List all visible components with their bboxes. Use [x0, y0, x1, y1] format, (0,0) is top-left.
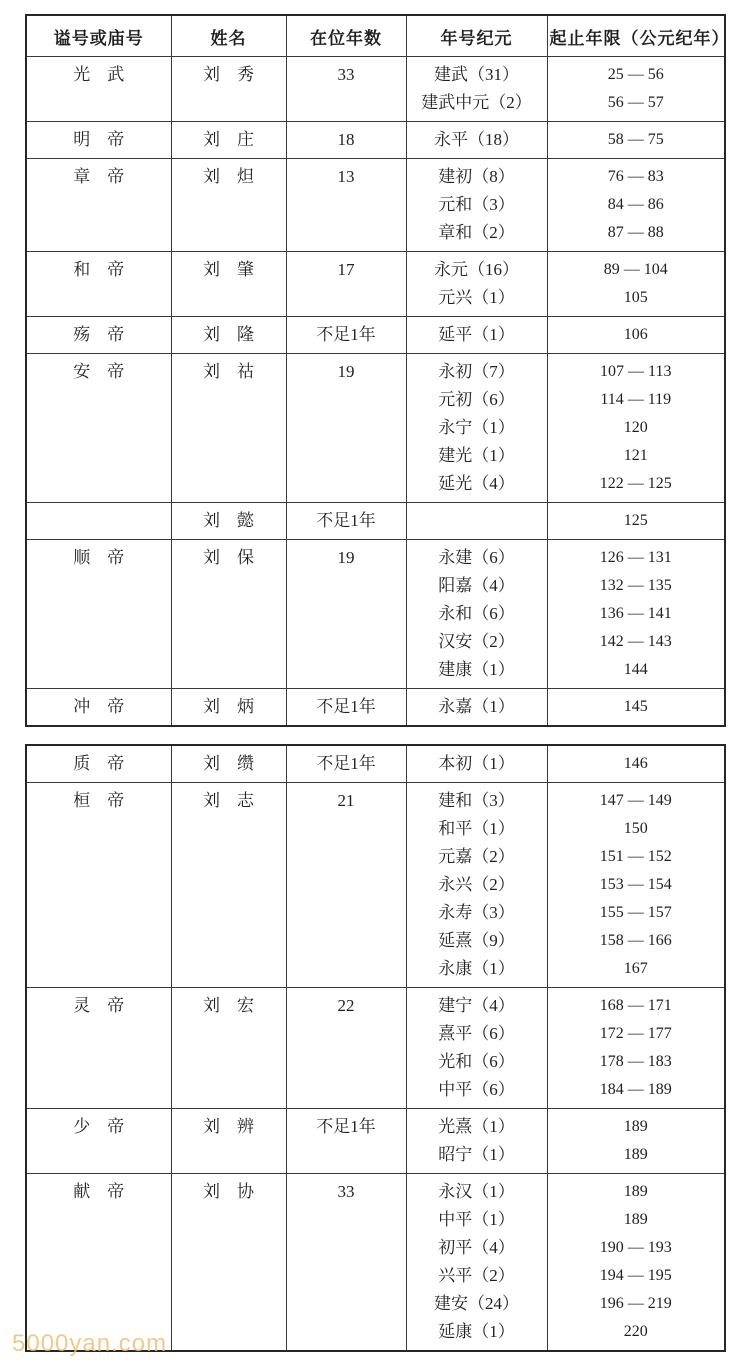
year-range-cell [547, 988, 725, 1109]
reign-years-cell-text: 不足1年 [316, 1117, 376, 1136]
emperor-row [26, 1174, 725, 1352]
reign-years-cell-text: 不足1年 [316, 325, 376, 344]
year-range: 76 — 83 [607, 168, 664, 185]
reign-years-cell-text: 不足1年 [316, 511, 376, 530]
table-header [26, 15, 730, 57]
personal-name-cell [171, 122, 286, 159]
posthumous-title-cell [26, 783, 171, 988]
year-range: 150 [623, 820, 648, 837]
reign-years-cell-text: 13 [337, 167, 355, 186]
year-range-cell [547, 317, 725, 354]
personal-name-cell [171, 1109, 286, 1174]
era-name: 永寿（3） [438, 903, 515, 922]
posthumous-title-cell [26, 122, 171, 159]
era-name: 中平（6） [438, 1080, 515, 1099]
year-range: 144 [623, 661, 648, 678]
era-name: 和平（1） [438, 819, 515, 838]
posthumous-title-cell [26, 354, 171, 503]
year-range: 58 — 75 [607, 131, 664, 148]
posthumous-title-cell-text: 安 帝 [73, 362, 125, 381]
emperor-table-2 [25, 744, 726, 1352]
posthumous-title-cell [26, 159, 171, 252]
era-names-cell [406, 1174, 547, 1352]
era-name: 延平（1） [438, 325, 515, 344]
posthumous-title-cell [26, 745, 171, 783]
posthumous-title-cell [26, 503, 171, 540]
reign-years-cell [286, 122, 406, 159]
posthumous-title-cell-text: 冲 帝 [73, 697, 125, 716]
era-name: 熹平（6） [438, 1024, 515, 1043]
era-name: 永兴（2） [438, 875, 515, 894]
year-range: 145 [623, 698, 648, 715]
era-name: 永初（7） [438, 362, 515, 381]
year-range: 25 — 56 [607, 66, 664, 83]
personal-name-cell-text: 刘 秀 [203, 65, 254, 84]
posthumous-title-cell [26, 689, 171, 727]
year-range: 56 — 57 [607, 94, 664, 111]
personal-name-cell [171, 540, 286, 689]
personal-name-cell-text: 刘 宏 [203, 996, 254, 1015]
year-range-cell [547, 57, 725, 122]
emperor-row [26, 122, 725, 159]
era-name: 建初（8） [438, 167, 515, 186]
posthumous-title-cell-text: 明 帝 [73, 130, 125, 149]
emperor-row [26, 159, 725, 252]
reign-years-cell-text: 18 [337, 130, 355, 149]
personal-name-cell-text: 刘 保 [203, 548, 254, 567]
era-name: 中平（1） [438, 1210, 515, 1229]
posthumous-title-cell-text: 和 帝 [73, 260, 125, 279]
reign-years-cell-text: 19 [337, 362, 355, 381]
personal-name-cell [171, 689, 286, 727]
era-name: 永建（6） [438, 548, 515, 567]
personal-name-cell [171, 783, 286, 988]
era-name: 永平（18） [434, 130, 519, 149]
era-names-cell [406, 122, 547, 159]
posthumous-title-cell [26, 252, 171, 317]
year-range: 122 — 125 [599, 475, 672, 492]
personal-name-cell [171, 745, 286, 783]
posthumous-title-cell-text: 章 帝 [73, 167, 125, 186]
year-range: 120 [623, 419, 648, 436]
era-name: 光熹（1） [438, 1117, 515, 1136]
personal-name-cell [171, 317, 286, 354]
header-row [26, 15, 725, 57]
era-names-cell [406, 159, 547, 252]
col-header-year-range: 起止年限（公元纪年） [547, 15, 725, 57]
personal-name-cell-text: 刘 缵 [203, 754, 254, 773]
personal-name-cell-text: 刘 辨 [203, 1117, 254, 1136]
reign-years-cell-text: 不足1年 [316, 697, 376, 716]
year-range-cell [547, 745, 725, 783]
year-range-cell [547, 122, 725, 159]
posthumous-title-cell-text: 灵 帝 [73, 996, 125, 1015]
reign-years-cell-text: 不足1年 [316, 754, 376, 773]
reign-years-cell [286, 57, 406, 122]
year-range: 189 [623, 1146, 648, 1163]
personal-name-cell-text: 刘 肇 [203, 260, 254, 279]
personal-name-cell [171, 252, 286, 317]
personal-name-cell-text: 刘 志 [203, 791, 254, 810]
year-range-cell [547, 1174, 725, 1352]
personal-name-cell-text: 刘 庄 [203, 130, 254, 149]
year-range: 189 [623, 1211, 648, 1228]
year-range: 172 — 177 [599, 1025, 672, 1042]
year-range-cell [547, 689, 725, 727]
emperor-row [26, 317, 725, 354]
era-names-cell [406, 783, 547, 988]
era-names-cell [406, 57, 547, 122]
year-range-cell [547, 1109, 725, 1174]
year-range: 189 [623, 1118, 648, 1135]
era-name: 建宁（4） [438, 996, 515, 1015]
era-name: 兴平（2） [438, 1266, 515, 1285]
era-name: 建武中元（2） [421, 93, 532, 112]
year-range: 132 — 135 [599, 577, 672, 594]
reign-years-cell [286, 354, 406, 503]
year-range: 155 — 157 [599, 904, 672, 921]
watermark: 5000yan.com [12, 1330, 168, 1357]
era-names-cell [406, 317, 547, 354]
emperor-row [26, 57, 725, 122]
year-range: 167 [623, 960, 648, 977]
era-name: 永和（6） [438, 604, 515, 623]
year-range: 146 [623, 755, 648, 772]
era-name: 永元（16） [434, 260, 519, 279]
era-name: 元兴（1） [438, 288, 515, 307]
era-name: 永汉（1） [438, 1182, 515, 1201]
reign-years-cell-text: 33 [337, 65, 355, 84]
personal-name-cell [171, 988, 286, 1109]
era-name: 永康（1） [438, 959, 515, 978]
posthumous-title-cell [26, 1109, 171, 1174]
personal-name-cell [171, 57, 286, 122]
reign-years-cell [286, 1174, 406, 1352]
emperor-row [26, 1109, 725, 1174]
personal-name-cell [171, 159, 286, 252]
year-range: 84 — 86 [607, 196, 664, 213]
era-name: 建康（1） [438, 660, 515, 679]
personal-name-cell-text: 刘 炟 [203, 167, 254, 186]
era-names-cell [406, 689, 547, 727]
reign-years-cell-text: 19 [337, 548, 355, 567]
year-range: 196 — 219 [599, 1295, 672, 1312]
era-names-cell [406, 252, 547, 317]
year-range: 107 — 113 [600, 363, 672, 380]
col-header-name: 姓名 [171, 15, 286, 57]
reign-years-cell [286, 988, 406, 1109]
reign-years-cell [286, 1109, 406, 1174]
era-name: 阳嘉（4） [438, 576, 515, 595]
year-range: 105 [623, 289, 648, 306]
year-range-cell [547, 159, 725, 252]
reign-years-cell [286, 745, 406, 783]
posthumous-title-cell [26, 540, 171, 689]
col-header-posthumous-title: 谥号或庙号 [26, 15, 171, 57]
year-range: 158 — 166 [599, 932, 672, 949]
era-names-cell [406, 745, 547, 783]
era-name: 光和（6） [438, 1052, 515, 1071]
era-name: 建武（31） [434, 65, 519, 84]
posthumous-title-cell-text: 光 武 [73, 65, 125, 84]
era-name: 章和（2） [438, 223, 515, 242]
year-range-cell [547, 540, 725, 689]
personal-name-cell-text: 刘 懿 [203, 511, 254, 530]
posthumous-title-cell-text [29, 507, 169, 535]
reign-years-cell [286, 503, 406, 540]
year-range-cell [547, 503, 725, 540]
personal-name-cell-text: 刘 隆 [203, 325, 254, 344]
era-name: 延康（1） [438, 1322, 515, 1341]
era-name: 永宁（1） [438, 418, 515, 437]
era-name: 元初（6） [438, 390, 515, 409]
posthumous-title-cell-text: 质 帝 [73, 754, 125, 773]
personal-name-cell-text: 刘 炳 [203, 697, 254, 716]
year-range: 220 [623, 1323, 648, 1340]
reign-years-cell [286, 540, 406, 689]
year-range: 189 [623, 1183, 648, 1200]
emperor-row [26, 252, 725, 317]
year-range: 126 — 131 [599, 549, 672, 566]
year-range: 114 — 119 [600, 391, 672, 408]
reign-years-cell [286, 317, 406, 354]
posthumous-title-cell [26, 988, 171, 1109]
era-name: 永嘉（1） [438, 697, 515, 716]
personal-name-cell-text: 刘 祜 [203, 362, 254, 381]
emperor-row [26, 745, 725, 783]
posthumous-title-cell [26, 1174, 171, 1352]
posthumous-title-cell [26, 317, 171, 354]
year-range: 151 — 152 [599, 848, 672, 865]
emperor-row [26, 503, 725, 540]
year-range: 136 — 141 [599, 605, 672, 622]
personal-name-cell-text: 刘 协 [203, 1182, 254, 1201]
era-names-cell [406, 1109, 547, 1174]
era-name: 昭宁（1） [438, 1145, 515, 1164]
reign-years-cell-text: 21 [337, 791, 355, 810]
year-range-cell [547, 354, 725, 503]
col-header-era-names: 年号纪元 [406, 15, 547, 57]
era-names-cell [406, 354, 547, 503]
year-range: 153 — 154 [599, 876, 672, 893]
emperor-row [26, 354, 725, 503]
era-name: 本初（1） [438, 754, 515, 773]
era-name: 元嘉（2） [438, 847, 515, 866]
era-name: 汉安（2） [438, 632, 515, 651]
reign-years-cell-text: 33 [337, 1182, 355, 1201]
reign-years-cell-text: 22 [337, 996, 355, 1015]
year-range: 147 — 149 [599, 792, 672, 809]
reign-years-cell [286, 252, 406, 317]
emperor-row [26, 689, 725, 727]
posthumous-title-cell-text: 顺 帝 [73, 548, 125, 567]
emperor-row [26, 988, 725, 1109]
reign-years-cell [286, 689, 406, 727]
year-range: 87 — 88 [607, 224, 664, 241]
era-name: 延熹（9） [438, 931, 515, 950]
year-range: 89 — 104 [603, 261, 668, 278]
year-range: 178 — 183 [599, 1053, 672, 1070]
year-range-cell [547, 252, 725, 317]
era-name: 延光（4） [438, 474, 515, 493]
posthumous-title-cell-text: 桓 帝 [73, 791, 125, 810]
year-range: 142 — 143 [599, 633, 672, 650]
era-names-cell [406, 988, 547, 1109]
table-body-1 [26, 57, 725, 727]
year-range: 106 [623, 326, 648, 343]
era-names-cell [406, 540, 547, 689]
personal-name-cell [171, 1174, 286, 1352]
year-range: 194 — 195 [599, 1267, 672, 1284]
year-range: 184 — 189 [599, 1081, 672, 1098]
posthumous-title-cell-text: 少 帝 [73, 1117, 125, 1136]
personal-name-cell [171, 503, 286, 540]
year-range: 121 [623, 447, 648, 464]
posthumous-title-cell-text: 殇 帝 [73, 325, 125, 344]
personal-name-cell [171, 354, 286, 503]
era-names-cell [406, 503, 547, 540]
posthumous-title-cell [26, 57, 171, 122]
reign-years-cell [286, 783, 406, 988]
era-name: 建和（3） [438, 791, 515, 810]
year-range-cell [547, 783, 725, 988]
reign-years-cell [286, 159, 406, 252]
era-name: 建安（24） [434, 1294, 519, 1313]
reign-years-cell-text: 17 [337, 260, 355, 279]
emperor-row [26, 783, 725, 988]
year-range: 168 — 171 [599, 997, 672, 1014]
era-name: 建光（1） [438, 446, 515, 465]
era-name: 元和（3） [438, 195, 515, 214]
era-name: 初平（4） [438, 1238, 515, 1257]
table-body-2 [26, 745, 725, 1351]
year-range: 190 — 193 [599, 1239, 672, 1256]
emperor-row [26, 540, 725, 689]
emperor-table-1 [25, 14, 730, 727]
posthumous-title-cell-text: 献 帝 [73, 1182, 125, 1201]
year-range: 125 [623, 512, 648, 529]
col-header-reign-years: 在位年数 [286, 15, 406, 57]
